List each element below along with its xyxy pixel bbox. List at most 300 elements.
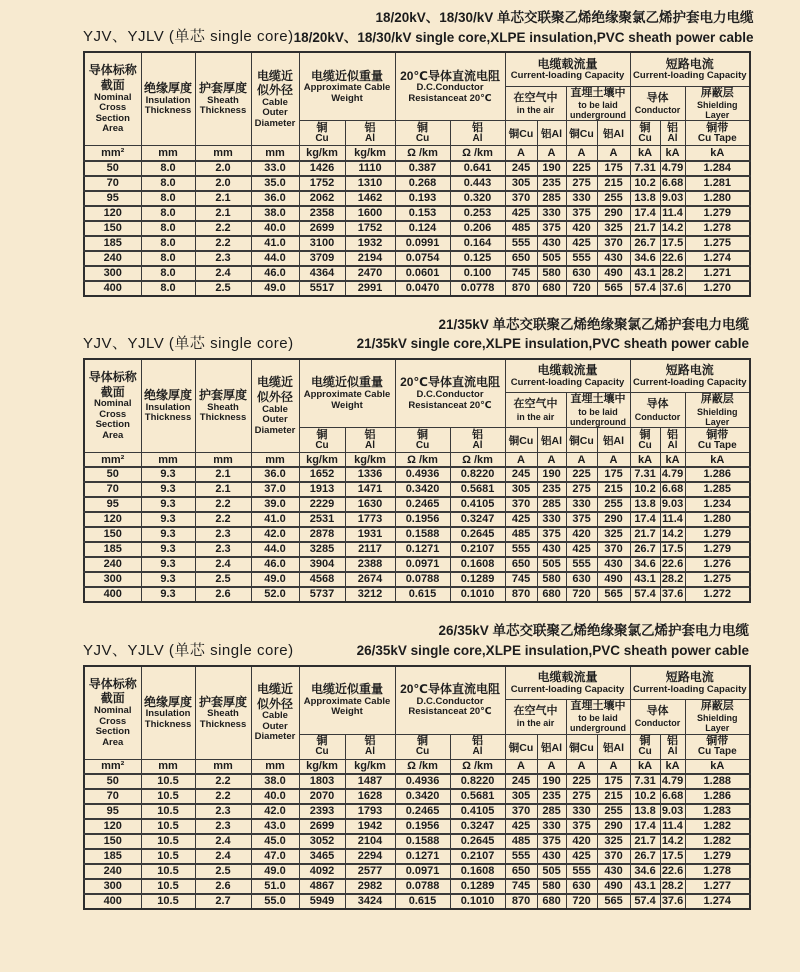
table-cell: 1.279: [685, 849, 750, 864]
header-cu: 铜 Cu: [395, 734, 450, 759]
table-cell: 0.3420: [395, 482, 450, 497]
table-cell: 2294: [345, 849, 395, 864]
table-cell: 2.3: [195, 804, 251, 819]
series-label: YJV、YJLV (单芯 single core): [83, 28, 294, 46]
header-cable-outer-diameter: 电缆近似外径 Cable Outer Diameter: [251, 359, 299, 453]
table-cell: 1.286: [685, 789, 750, 804]
table-cell: 185: [84, 542, 141, 557]
table-cell: 150: [84, 527, 141, 542]
table-cell: 1110: [345, 161, 395, 176]
unit-cell: kg/km: [345, 452, 395, 467]
table-row: [84, 281, 750, 296]
table-cell: 190: [537, 467, 566, 482]
table-cell: 1628: [345, 789, 395, 804]
header-approximate-cable-weight: 电缆近似重量 Approximate Cable Weight: [299, 52, 395, 121]
unit-cell: Ω /km: [450, 146, 505, 161]
table-cell: 11.4: [660, 512, 685, 527]
table-cell: 225: [566, 774, 597, 789]
table-cell: 555: [566, 864, 597, 879]
table-cell: 2.4: [195, 834, 251, 849]
table-cell: 0.3247: [450, 819, 505, 834]
table-cell: 1.270: [685, 281, 750, 296]
table-cell: 275: [566, 482, 597, 497]
header-cu: 铜Cu: [566, 734, 597, 759]
table-cell: 13.8: [630, 804, 660, 819]
table-cell: 10.5: [141, 834, 195, 849]
table-cell: 1752: [299, 176, 345, 191]
table-cell: 150: [84, 834, 141, 849]
table-cell: 1.274: [685, 251, 750, 266]
table-cell: 300: [84, 879, 141, 894]
table-cell: 300: [84, 572, 141, 587]
table-cell: 745: [505, 266, 537, 281]
table-cell: 10.5: [141, 894, 195, 909]
table-cell: 9.3: [141, 587, 195, 602]
table-cell: 0.1271: [395, 849, 450, 864]
table-cell: 580: [537, 572, 566, 587]
table-cell: 11.4: [660, 819, 685, 834]
header-dc-conductor-resistance: 20℃导体直流电阻 D.C.Conductor Resistanceat 20℃: [395, 52, 505, 121]
table-cell: 330: [537, 819, 566, 834]
table-cell: 215: [597, 789, 630, 804]
table-cell: 21.7: [630, 221, 660, 236]
header-current-loading-capacity: 电缆载流量 Current-loading Capacity: [505, 52, 630, 86]
table-cell: 3285: [299, 542, 345, 557]
unit-cell: kA: [660, 146, 685, 161]
unit-cell: A: [505, 452, 537, 467]
table-cell: 0.1588: [395, 527, 450, 542]
section-title-en: 18/20kV、18/30/kV single core,XLPE insulation,PVC sheath power cable: [293, 29, 754, 45]
table-cell: 0.1289: [450, 879, 505, 894]
table-cell: 2.2: [195, 221, 251, 236]
table-cell: 9.03: [661, 191, 684, 204]
section-title-en: 26/35kV single core,XLPE insulation,PVC sheath power cable: [356, 642, 749, 658]
unit-cell: kA: [660, 452, 685, 467]
table-cell: 490: [597, 266, 630, 281]
header-insulation-thickness: 绝缘厚度 Insulation Thickness: [141, 666, 195, 760]
table-cell: 0.1608: [450, 557, 505, 572]
table-cell: 8.0: [141, 191, 195, 206]
header-cu: 铜 Cu: [630, 734, 660, 759]
table-cell: 1.278: [685, 864, 750, 879]
table-cell: 425: [566, 849, 597, 864]
table-cell: 42.0: [251, 804, 299, 819]
table-cell: 8.0: [141, 236, 195, 251]
unit-cell: A: [597, 146, 630, 161]
table-cell: 3424: [345, 894, 395, 909]
unit-cell: mm: [195, 146, 251, 161]
table-row: [84, 819, 750, 834]
unit-cell: A: [597, 452, 630, 467]
table-cell: 2982: [345, 879, 395, 894]
table-cell: 325: [597, 527, 630, 542]
table-cell: 245: [505, 161, 537, 176]
unit-cell: Ω /km: [395, 759, 450, 774]
table-cell: 0.2465: [395, 497, 450, 512]
table-cell: 17.4: [630, 819, 660, 834]
table-cell: 1.271: [685, 266, 750, 281]
table-row: [84, 176, 750, 191]
table-cell: 0.253: [450, 206, 505, 221]
table-cell: 2.2: [195, 512, 251, 527]
table-cell: 7.31: [630, 161, 660, 176]
table-cell: 1.288: [685, 774, 750, 789]
table-row: [84, 587, 750, 602]
table-cell: 1913: [299, 482, 345, 497]
unit-cell: kA: [630, 759, 660, 774]
table-cell: 650: [505, 251, 537, 266]
section-title-row: [83, 617, 749, 660]
table-cell: 425: [566, 542, 597, 557]
table-cell: 0.443: [450, 176, 505, 191]
header-nominal-cross-section: 导体标称截面 Nominal Cross Section Area: [84, 359, 141, 453]
table-cell: 4568: [299, 572, 345, 587]
table-cell: 0.3247: [450, 512, 505, 527]
header-insulation-thickness: 绝缘厚度 Insulation Thickness: [141, 359, 195, 453]
table-cell: 555: [566, 251, 597, 266]
unit-cell: mm: [251, 759, 299, 774]
table-cell: 3904: [299, 557, 345, 572]
table-cell: 565: [597, 587, 630, 602]
table-row: [84, 557, 750, 572]
table-cell: 370: [505, 804, 537, 819]
header-cu: 铜Cu: [505, 121, 537, 146]
unit-cell: mm: [195, 452, 251, 467]
header-cu: 铜 Cu: [299, 121, 345, 146]
cable-spec-table: [83, 51, 751, 297]
table-row: [84, 251, 750, 266]
table-cell: 10.5: [141, 774, 195, 789]
table-cell: 305: [505, 482, 537, 497]
header-dc-conductor-resistance: 20℃导体直流电阻 D.C.Conductor Resistanceat 20℃: [395, 666, 505, 735]
table-cell: 50: [84, 467, 141, 482]
table-cell: 41.0: [251, 512, 299, 527]
table-cell: 870: [505, 587, 537, 602]
table-row: [84, 527, 750, 542]
table-cell: 36.0: [251, 191, 299, 206]
table-cell: 680: [537, 894, 566, 909]
table-cell: 680: [537, 587, 566, 602]
table-cell: 485: [505, 221, 537, 236]
header-al: 铝Al: [597, 427, 630, 452]
table-cell: 1.279: [685, 206, 750, 221]
table-cell: 45.0: [251, 834, 299, 849]
table-cell: 6.68: [661, 176, 684, 189]
table-cell: 2.2: [195, 236, 251, 251]
header-cu-tape: 铜带 Cu Tape: [685, 427, 750, 452]
table-cell: 225: [566, 467, 597, 482]
table-cell: 9.3: [141, 467, 195, 482]
table-cell: 1932: [345, 236, 395, 251]
table-cell: 1.275: [685, 572, 750, 587]
table-cell: 1462: [345, 191, 395, 206]
table-cell: 1336: [345, 467, 395, 482]
table-cell: 10.2: [630, 789, 660, 804]
table-cell: 1.280: [685, 191, 750, 206]
table-cell: 4.79: [661, 775, 684, 788]
table-cell: 4364: [299, 266, 345, 281]
table-cell: 3100: [299, 236, 345, 251]
table-cell: 2070: [299, 789, 345, 804]
table-cell: 1.234: [685, 497, 750, 512]
table-cell: 375: [566, 512, 597, 527]
table-cell: 40.0: [251, 221, 299, 236]
table-cell: 1426: [299, 161, 345, 176]
table-cell: 720: [566, 587, 597, 602]
table-cell: 34.6: [630, 251, 660, 266]
table-cell: 21.7: [630, 527, 660, 542]
table-cell: 0.1608: [450, 864, 505, 879]
table-cell: 555: [505, 849, 537, 864]
cable-spec-section: [83, 311, 749, 604]
table-cell: 51.0: [251, 879, 299, 894]
table-cell: 225: [566, 161, 597, 176]
table-cell: 57.4: [630, 587, 660, 602]
table-row: [84, 572, 750, 587]
table-cell: 425: [505, 819, 537, 834]
header-in-the-air: 在空气中 in the air: [505, 393, 566, 428]
table-cell: 1.275: [685, 236, 750, 251]
unit-cell: kg/km: [299, 452, 345, 467]
cable-spec-section: [83, 4, 754, 297]
unit-cell: kA: [685, 146, 750, 161]
section-titles: [357, 621, 749, 660]
table-cell: 2699: [299, 221, 345, 236]
table-cell: 255: [597, 191, 630, 206]
header-cu-tape: 铜带 Cu Tape: [685, 734, 750, 759]
table-cell: 10.5: [141, 819, 195, 834]
header-al: 铝 Al: [660, 121, 685, 146]
cable-spec-table: [83, 665, 751, 911]
table-cell: 11.4: [660, 206, 685, 221]
table-cell: 370: [505, 497, 537, 512]
table-cell: 425: [566, 236, 597, 251]
table-cell: 290: [597, 512, 630, 527]
table-cell: 175: [597, 774, 630, 789]
table-cell: 0.0971: [395, 864, 450, 879]
header-al: 铝 Al: [450, 427, 505, 452]
table-cell: 14.2: [661, 528, 684, 541]
table-body: [84, 774, 750, 909]
table-cell: 8.0: [141, 221, 195, 236]
table-cell: 5517: [299, 281, 345, 296]
table-cell: 26.7: [630, 236, 660, 251]
table-cell: 305: [505, 176, 537, 191]
table-cell: 555: [566, 557, 597, 572]
table-cell: 1752: [345, 221, 395, 236]
table-cell: 0.4936: [395, 467, 450, 482]
table-cell: 2.4: [195, 557, 251, 572]
table-row: [84, 849, 750, 864]
unit-cell: A: [537, 146, 566, 161]
table-cell: 120: [84, 819, 141, 834]
table-cell: 565: [597, 894, 630, 909]
unit-cell: mm²: [84, 146, 141, 161]
table-cell: 52.0: [251, 587, 299, 602]
table-cell: 1.277: [685, 879, 750, 894]
table-cell: 2699: [299, 819, 345, 834]
table-cell: 0.0470: [395, 281, 450, 296]
section-title-cn: 26/35kV 单芯交联聚乙烯绝缘聚氯乙烯护套电力电缆: [438, 623, 749, 639]
table-cell: 285: [537, 497, 566, 512]
header-cu: 铜 Cu: [395, 427, 450, 452]
table-cell: 5737: [299, 587, 345, 602]
table-cell: 1793: [345, 804, 395, 819]
table-cell: 0.206: [450, 221, 505, 236]
table-cell: 9.3: [141, 572, 195, 587]
header-approximate-cable-weight: 电缆近似重量 Approximate Cable Weight: [299, 666, 395, 735]
table-cell: 0.1956: [395, 512, 450, 527]
table-cell: 0.164: [450, 236, 505, 251]
table-cell: 43.1: [630, 266, 660, 281]
header-sheath-thickness: 护套厚度 Sheath Thickness: [195, 359, 251, 453]
table-cell: 375: [566, 206, 597, 221]
table-cell: 0.0971: [395, 557, 450, 572]
table-cell: 1.285: [685, 482, 750, 497]
table-cell: 8.0: [141, 266, 195, 281]
table-cell: 630: [566, 879, 597, 894]
table-row: [84, 482, 750, 497]
unit-cell: Ω /km: [395, 452, 450, 467]
table-row: [84, 467, 750, 482]
table-cell: 505: [537, 557, 566, 572]
table-cell: 565: [597, 281, 630, 296]
table-cell: 720: [566, 894, 597, 909]
unit-cell: A: [505, 146, 537, 161]
table-cell: 38.0: [251, 774, 299, 789]
unit-cell: A: [566, 452, 597, 467]
table-row: [84, 206, 750, 221]
table-cell: 0.2645: [450, 834, 505, 849]
table-cell: 430: [597, 251, 630, 266]
table-cell: 2.0: [195, 176, 251, 191]
table-cell: 49.0: [251, 572, 299, 587]
table-cell: 425: [505, 206, 537, 221]
header-conductor: 导体 Conductor: [630, 86, 685, 121]
table-cell: 3465: [299, 849, 345, 864]
header-shielding-layer: 屏蔽层 Shielding Layer: [685, 393, 750, 428]
table-cell: 400: [84, 281, 141, 296]
table-cell: 0.615: [395, 894, 450, 909]
header-conductor: 导体 Conductor: [630, 393, 685, 428]
unit-cell: mm: [141, 452, 195, 467]
table-cell: 0.4105: [450, 804, 505, 819]
header-al: 铝Al: [597, 121, 630, 146]
table-cell: 2.3: [195, 819, 251, 834]
header-cu: 铜Cu: [566, 427, 597, 452]
table-cell: 1600: [345, 206, 395, 221]
table-cell: 8.0: [141, 161, 195, 176]
table-cell: 2117: [345, 542, 395, 557]
table-cell: 330: [566, 804, 597, 819]
header-cu: 铜 Cu: [630, 121, 660, 146]
table-cell: 22.6: [661, 865, 684, 878]
table-cell: 3212: [345, 587, 395, 602]
table-cell: 9.3: [141, 527, 195, 542]
table-cell: 1487: [345, 774, 395, 789]
header-al: 铝 Al: [345, 121, 395, 146]
table-cell: 505: [537, 251, 566, 266]
table-cell: 1.276: [685, 557, 750, 572]
header-cu: 铜 Cu: [630, 427, 660, 452]
unit-cell: A: [505, 759, 537, 774]
header-nominal-cross-section: 导体标称截面 Nominal Cross Section Area: [84, 666, 141, 760]
table-cell: 0.0778: [450, 281, 505, 296]
table-row: [84, 512, 750, 527]
table-cell: 57.4: [630, 281, 660, 296]
table-cell: 10.2: [630, 482, 660, 497]
table-cell: 0.387: [395, 161, 450, 176]
table-cell: 0.268: [395, 176, 450, 191]
section-titles: [357, 315, 749, 354]
table-cell: 1.282: [685, 819, 750, 834]
table-cell: 2.1: [195, 206, 251, 221]
table-cell: 10.5: [141, 804, 195, 819]
unit-cell: mm: [141, 759, 195, 774]
table-row: [84, 789, 750, 804]
table-cell: 13.8: [630, 497, 660, 512]
table-cell: 28.2: [661, 573, 684, 586]
table-cell: 8.0: [141, 206, 195, 221]
table-body: [84, 467, 750, 602]
section-title-cn: 18/20kV、18/30/kV 单芯交联聚乙烯绝缘聚氯乙烯护套电力电缆: [375, 10, 754, 25]
table-cell: 505: [537, 864, 566, 879]
unit-cell: Ω /km: [395, 146, 450, 161]
table-cell: 430: [537, 849, 566, 864]
table-cell: 375: [537, 221, 566, 236]
table-cell: 2393: [299, 804, 345, 819]
table-cell: 21.7: [630, 834, 660, 849]
table-cell: 400: [84, 894, 141, 909]
header-cu: 铜Cu: [505, 427, 537, 452]
header-underground: 直埋土壤中 to be laid underground: [566, 700, 630, 735]
table-cell: 9.3: [141, 542, 195, 557]
table-cell: 2.5: [195, 572, 251, 587]
table-row: [84, 894, 750, 909]
header-underground: 直埋土壤中 to be laid underground: [566, 86, 630, 121]
table-cell: 1.279: [685, 527, 750, 542]
unit-cell: kA: [685, 452, 750, 467]
table-cell: 43.1: [630, 572, 660, 587]
header-al: 铝Al: [537, 427, 566, 452]
table-cell: 580: [537, 266, 566, 281]
table-cell: 17.5: [661, 543, 684, 556]
header-cu: 铜 Cu: [395, 121, 450, 146]
header-short-circuit-current: 短路电流 Current-loading Capacity: [630, 52, 750, 86]
table-cell: 0.8220: [450, 467, 505, 482]
table-cell: 38.0: [251, 206, 299, 221]
table-cell: 1803: [299, 774, 345, 789]
table-cell: 290: [597, 819, 630, 834]
section-titles: [294, 8, 754, 47]
table-row: [84, 834, 750, 849]
header-current-loading-capacity: 电缆载流量 Current-loading Capacity: [505, 359, 630, 393]
table-cell: 370: [597, 236, 630, 251]
table-cell: 17.4: [630, 206, 660, 221]
header-al: 铝Al: [537, 121, 566, 146]
table-cell: 240: [84, 864, 141, 879]
table-cell: 0.8220: [450, 774, 505, 789]
table-cell: 1.272: [685, 587, 750, 602]
table-cell: 375: [537, 527, 566, 542]
table-cell: 0.100: [450, 266, 505, 281]
unit-cell: kg/km: [299, 146, 345, 161]
table-cell: 9.3: [141, 482, 195, 497]
table-cell: 2531: [299, 512, 345, 527]
header-cable-outer-diameter: 电缆近似外径 Cable Outer Diameter: [251, 666, 299, 760]
unit-cell: A: [597, 759, 630, 774]
table-cell: 0.1956: [395, 819, 450, 834]
